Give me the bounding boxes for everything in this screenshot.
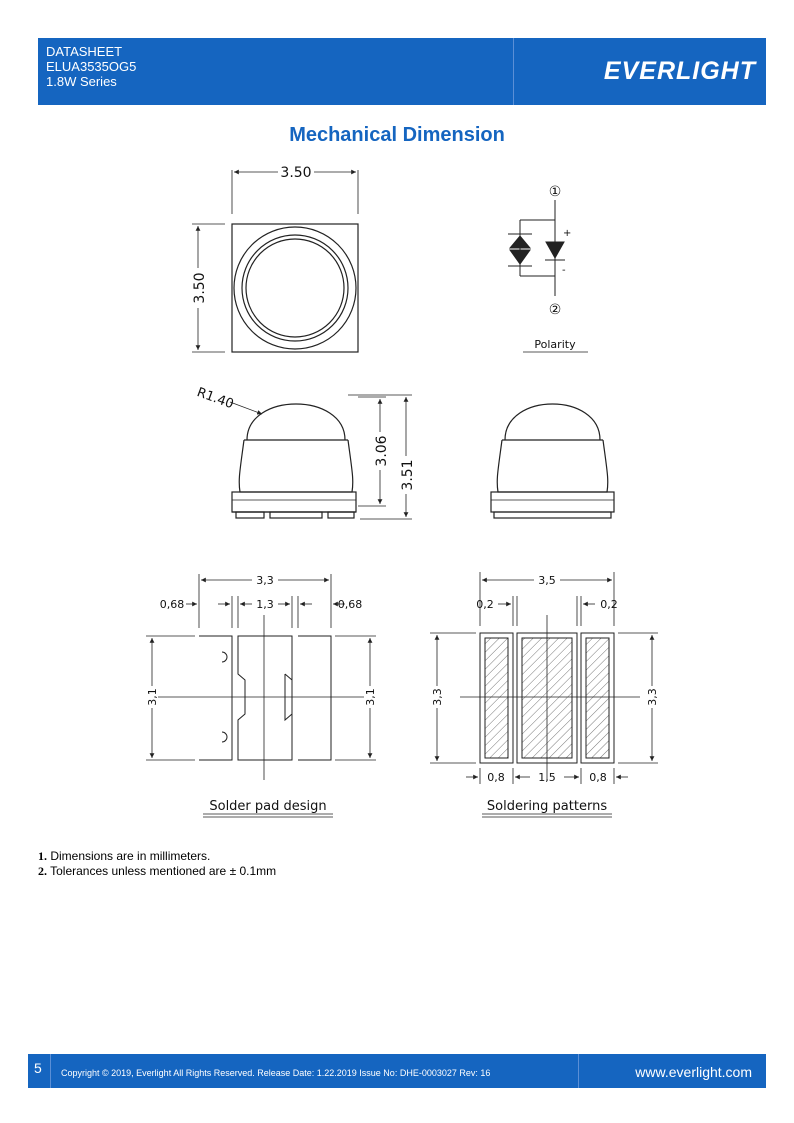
pad-overall-label: 3,3 [256, 574, 274, 587]
note-item [38, 864, 276, 879]
top-width-label: 3.50 [280, 165, 312, 181]
everlight-logo: EVERLIGHT [603, 57, 756, 85]
section-title: Mechanical Dimension [289, 124, 505, 146]
footer-divider [50, 1054, 51, 1088]
website-link[interactable]: www.everlight.com [635, 1064, 752, 1080]
note-text: Dimensions are in millimeters. [50, 849, 211, 863]
pattern-overall-label: 3,5 [538, 574, 556, 587]
notes [38, 849, 276, 879]
top-view [192, 170, 358, 352]
dome-height-label: 3.06 [374, 435, 390, 467]
polarity-diagram [508, 200, 588, 352]
pin1-label: ① [548, 184, 562, 200]
package-outline [232, 224, 358, 352]
pattern-pad-right-label: 0,8 [589, 771, 607, 784]
page-number: 5 [34, 1060, 42, 1076]
note-item [38, 849, 276, 864]
polarity-plus: + [563, 228, 572, 239]
total-height-label: 3.51 [400, 459, 416, 491]
pad-center-label: 1,3 [256, 598, 274, 611]
pattern-gap-left-label: 0,2 [476, 598, 494, 611]
pattern-height-right-label: 3,3 [646, 688, 659, 706]
polarity-minus: - [562, 265, 566, 276]
note-number: 2. [38, 864, 47, 878]
pattern-gap-right-label: 0,2 [600, 598, 618, 611]
polarity-label: Polarity [534, 338, 576, 351]
solder-pad-label: Solder pad design [209, 799, 327, 814]
pad-height-right-label: 3,1 [364, 688, 377, 706]
pattern-pad-left-label: 0,8 [487, 771, 505, 784]
pad-right-label: 0,68 [337, 598, 363, 611]
pin2-label: ② [548, 302, 562, 318]
pad-height-left-label: 3,1 [146, 688, 159, 706]
doc-type: DATASHEET [46, 44, 123, 59]
soldering-patterns-label: Soldering patterns [486, 799, 608, 814]
copyright-text: Copyright © 2019, Everlight All Rights Reserved. Release Date: 1.22.2019 Issue No: DHE-0003027 Rev: 16 [61, 1068, 491, 1078]
radius-label: R1.40 [194, 385, 236, 413]
note-text: Tolerances unless mentioned are ± 0.1mm [50, 864, 277, 878]
series-name: 1.8W Series [46, 74, 117, 89]
pattern-pad-center-label: 1,5 [538, 771, 556, 784]
part-number: ELUA3535OG5 [46, 59, 137, 74]
page-footer [28, 1054, 766, 1088]
pattern-height-left-label: 3,3 [431, 688, 444, 706]
top-height-label: 3.50 [192, 272, 208, 304]
footer-divider [578, 1054, 579, 1088]
pad-left-label: 0,68 [159, 598, 185, 611]
side-view-side [491, 404, 614, 518]
note-number: 1. [38, 849, 47, 863]
